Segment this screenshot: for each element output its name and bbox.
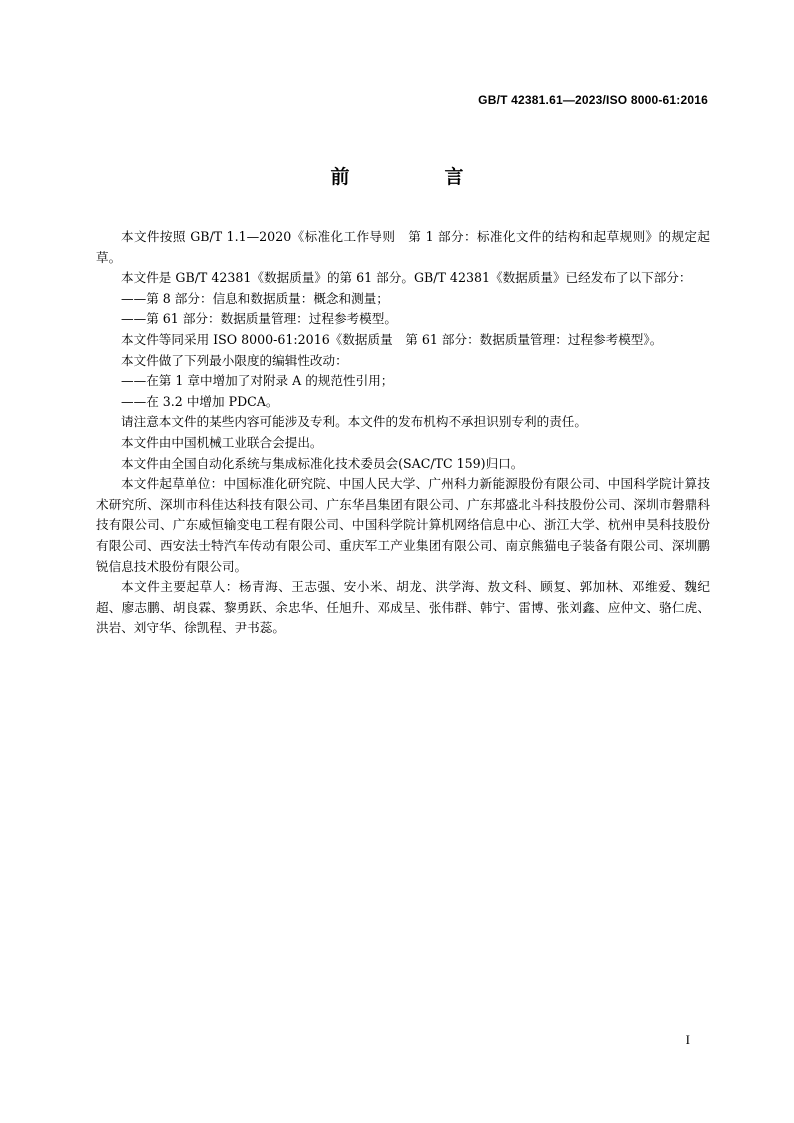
paragraph: 本文件等同采用 ISO 8000-61:2016《数据质量 第 61 部分：数据质量管理：过程参考模型》。 bbox=[121, 331, 663, 347]
page-title: 前 言 bbox=[330, 166, 502, 188]
list-item: ——在 3.2 中增加 PDCA。 bbox=[121, 393, 279, 409]
paragraph: 本文件由中国机械工业联合会提出。 bbox=[121, 434, 323, 450]
list-item: ——第 8 部分：信息和数据质量：概念和测量； bbox=[121, 290, 389, 306]
page-number: I bbox=[685, 1032, 690, 1047]
paragraph: 本文件起草单位：中国标准化研究院、中国人民大学、广州科力新能源股份有限公司、中国科学院计算技术研究所、深圳市科佳达科技有限公司、广东华昌集团有限公司、广东邦盛北斗科技股份公司、深圳市磐鼎科技有限公司、广东威恒输变电工程有限公司、中国科学院计算机网络信息中心、浙江大学、杭州申昊科技股份有限公司、西安法士特汽车传动有限公司、重庆军工产业集团有限公司、南京熊猫电子装备有限公司、深圳鹏锐信息技术股份有限公司。 bbox=[96, 476, 710, 574]
paragraph: 请注意本文件的某些内容可能涉及专利。本文件的发布机构不承担识别专利的责任。 bbox=[121, 414, 587, 430]
list-item: ——在第 1 章中增加了对附录 A 的规范性引用； bbox=[121, 373, 394, 389]
list-item: ——第 61 部分：数据质量管理：过程参考模型。 bbox=[121, 311, 397, 327]
paragraph: 本文件按照 GB/T 1.1—2020《标准化工作导则 第 1 部分：标准化文件的结构和起草规则》的规定起草。 bbox=[96, 229, 710, 265]
paragraph: 本文件做了下列最小限度的编辑性改动： bbox=[121, 352, 348, 368]
paragraph: 本文件主要起草人：杨青海、王志强、安小米、胡龙、洪学海、敖文科、顾复、郭加林、邓维爱、魏纪超、廖志鹏、胡良霖、黎勇跃、余忠华、任旭升、邓成呈、张伟群、韩宁、雷博、张刘鑫、应仲文、骆仁虎、洪岩、刘守华、徐凯程、尹书蕊。 bbox=[96, 579, 710, 636]
paragraph: 本文件是 GB/T 42381《数据质量》的第 61 部分。GB/T 42381《数据质量》已经发布了以下部分： bbox=[121, 270, 692, 286]
standard-code: GB/T 42381.61—2023/ISO 8000-61:2016 bbox=[478, 93, 708, 107]
foreword-body bbox=[96, 227, 710, 639]
paragraph: 本文件由全国自动化系统与集成标准化技术委员会(SAC/TC 159)归口。 bbox=[121, 455, 524, 471]
